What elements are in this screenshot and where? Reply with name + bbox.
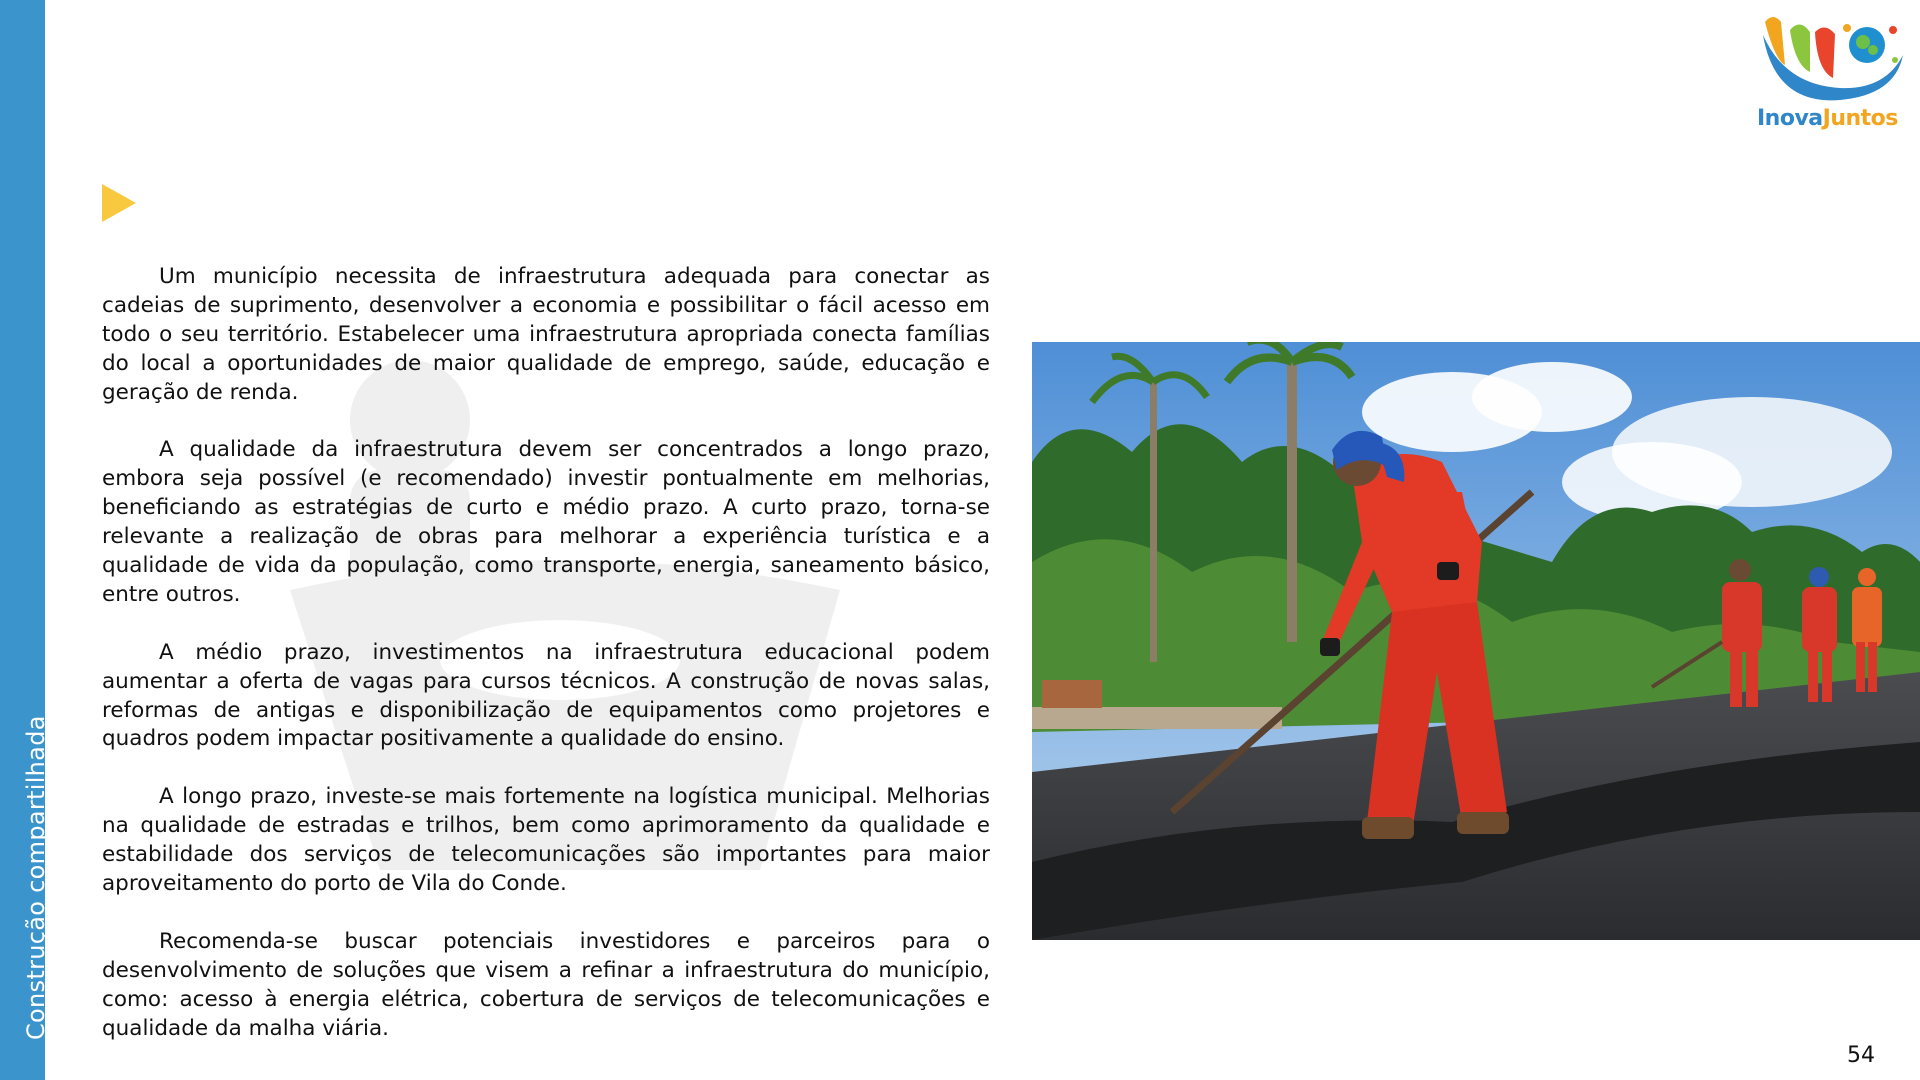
paragraph: Recomenda-se buscar potenciais investidores e parceiros para o desenvolvimento de soluções que visem a refinar a infraestrutura do município, como: acesso à energia elétrica, cobertura de serviços de telecomunicações e qualidade da malha viária. xyxy=(102,928,990,1041)
paragraph: A médio prazo, investimentos na infraestrutura educacional podem aumentar a oferta de vagas para cursos técnicos. A construção de novas salas, reformas de antigas e disponibilização de equipamentos como projetores e quadros podem impactar positivamente a qualidade do ensino. xyxy=(102,639,990,752)
body-text xyxy=(102,263,990,1072)
page-number: 54 xyxy=(1847,1043,1875,1068)
logo-part-juntos: Juntos xyxy=(1822,106,1898,131)
road-workers-photo xyxy=(1032,342,1920,940)
sidebar-label: Construção compartilhada xyxy=(22,715,50,1040)
logo-part-inova: Inova xyxy=(1757,106,1823,131)
paragraph: A longo prazo, investe-se mais fortemente na logística municipal. Melhorias na qualidade de estradas e trilhos, bem como aprimoramento da qualidade e estabilidade dos serviços de telecomunicações são importantes para maior aproveitamento do porto de Vila do Conde. xyxy=(102,784,990,896)
sidebar xyxy=(0,0,50,1080)
play-triangle-icon xyxy=(102,184,136,222)
paragraph: A qualidade da infraestrutura devem ser concentrados a longo prazo, embora seja possível (e recomendado) investir pontualmente em melhorias, beneficiando as estratégias de curto e médio prazo. A curto prazo, torna-se relevante a realização de obras para melhorar a experiência turística e a qualidade de vida da população, como transporte, energia, saneamento básico, entre outros. xyxy=(102,437,990,607)
paragraph: Um município necessita de infraestrutura adequada para conectar as cadeias de suprimento, desenvolver a economia e possibilitar o fácil acesso em todo o seu território. Estabelecer uma infraestrutura apropriada conecta famílias do local a oportunidades de maior qualidade de emprego, saúde, educação e geração de renda. xyxy=(102,264,990,405)
logo-wordmark xyxy=(1757,106,1898,131)
